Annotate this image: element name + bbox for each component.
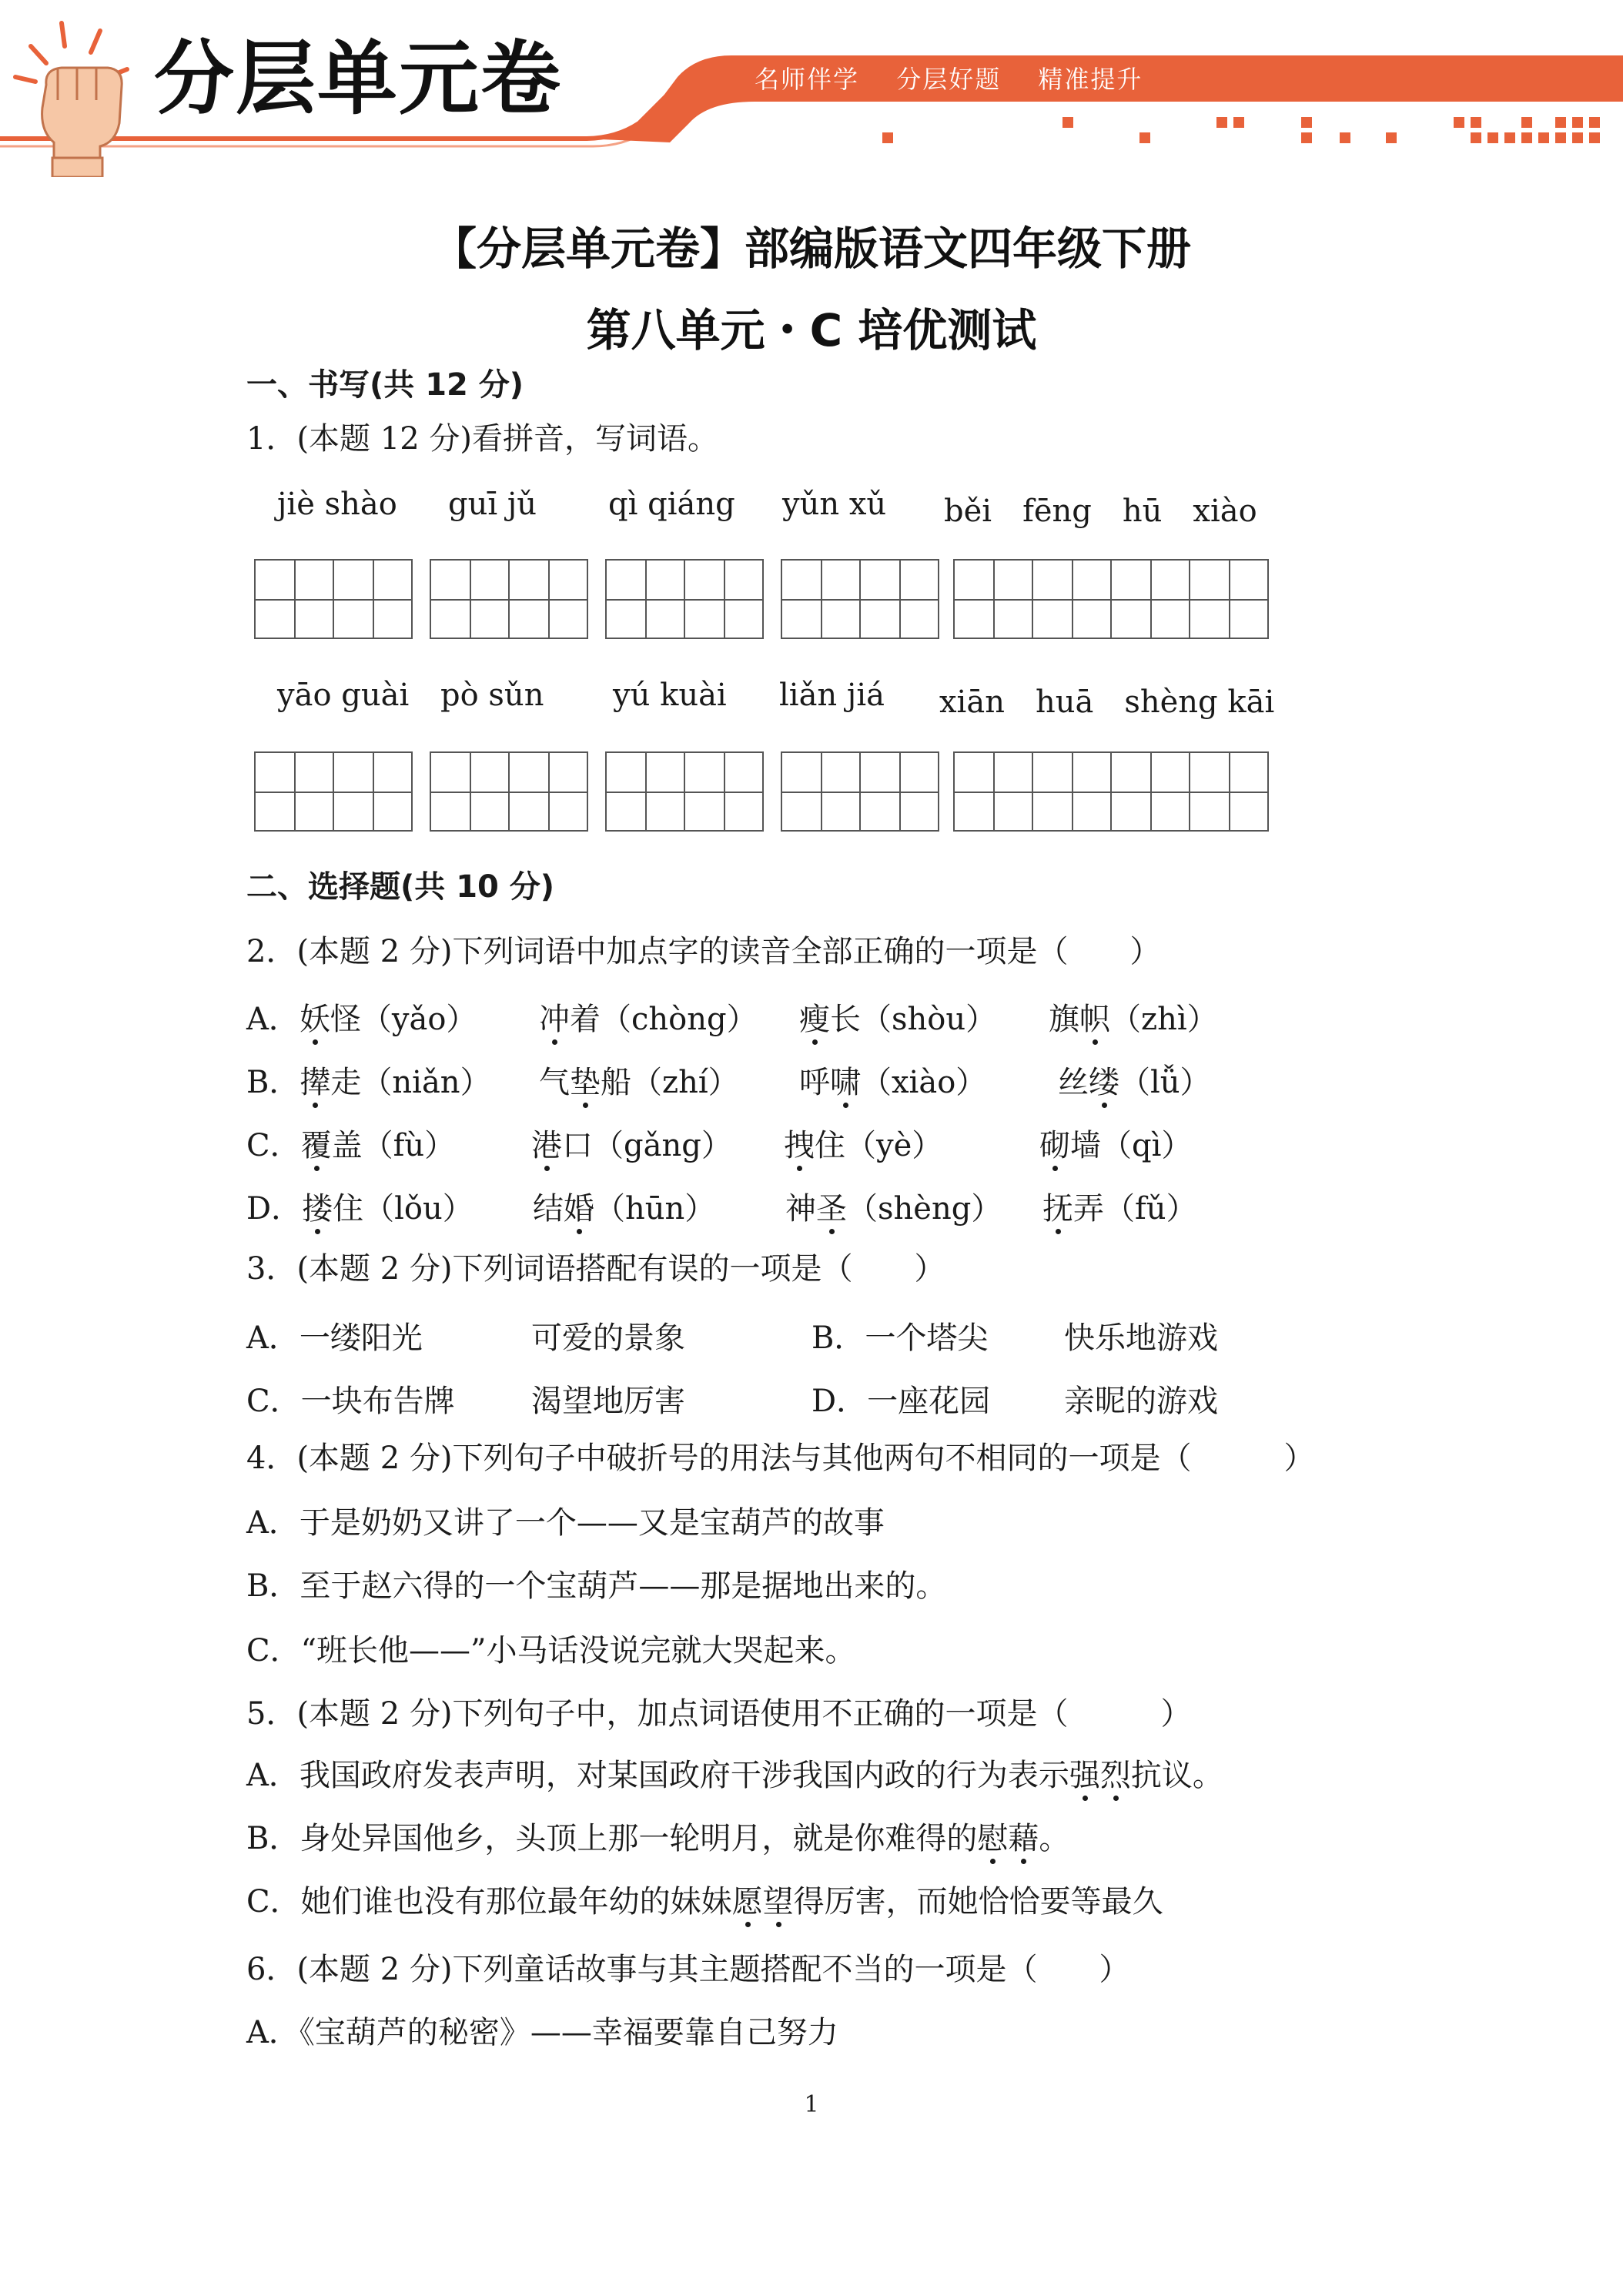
writing-grid-8[interactable] [605, 751, 764, 832]
q5-option-c[interactable]: C．她们谁也没有那位最年幼的妹妹愿望得厉害，而她恰恰要等最久 [246, 1884, 1163, 1919]
slogan-2: 分层好题 [896, 65, 1002, 94]
writing-grid-6[interactable] [254, 751, 413, 832]
section2-heading: 二、选择题(共 10 分) [246, 869, 555, 905]
writing-grid-2[interactable] [430, 559, 588, 639]
writing-grid-5[interactable] [953, 559, 1269, 639]
q3-option-a-2: 可爱的景象 [531, 1320, 685, 1356]
q2-option-d[interactable]: D．搂住（lǒu） [246, 1191, 474, 1227]
q3-option-b-2: 快乐地游戏 [1064, 1320, 1218, 1356]
q2-option-d-3: 神圣（shèng） [785, 1191, 1002, 1227]
q4-option-a[interactable]: A．于是奶奶又讲了一个——又是宝葫芦的故事 [246, 1505, 885, 1541]
q4-option-c[interactable]: C．“班长他——”小马话没说完就大哭起来。 [246, 1633, 856, 1668]
q2-option-b-3: 呼啸（xiào） [799, 1065, 987, 1100]
q3-stem: 3．(本题 2 分)下列词语搭配有误的一项是（ ） [246, 1251, 945, 1287]
pinyin-7: pò sǔn [440, 678, 544, 713]
q2-option-b[interactable]: B．撵走（niǎn） [246, 1065, 491, 1100]
q3-option-c-2: 渴望地厉害 [531, 1384, 685, 1419]
writing-grid-9[interactable] [781, 751, 939, 832]
q2-option-d-2: 结婚（hūn） [533, 1191, 716, 1227]
page-title: 【分层单元卷】部编版语文四年级下册 [431, 223, 1191, 275]
page-number: 1 [804, 2091, 819, 2118]
pinyin-9: liǎn jiá [779, 678, 885, 713]
brand-title: 分层单元卷 [154, 32, 563, 126]
slogan-3: 精准提升 [1038, 65, 1143, 94]
pinyin-5: běi fēng hū xiào [944, 494, 1257, 529]
q2-option-c-2: 港口（gǎng） [531, 1128, 732, 1163]
writing-grid-3[interactable] [605, 559, 764, 639]
slogan-1: 名师伴学 [755, 65, 860, 94]
pinyin-4: yǔn xǔ [782, 487, 887, 522]
writing-grid-1[interactable] [254, 559, 413, 639]
pinyin-1: jiè shào [277, 487, 397, 522]
q2-option-c-3: 拽住（yè） [784, 1128, 943, 1163]
q2-stem: 2．(本题 2 分)下列词语中加点字的读音全部正确的一项是（ ） [246, 934, 1161, 969]
q2-option-d-4: 抚弄（fǔ） [1042, 1191, 1197, 1227]
section1-heading: 一、书写(共 12 分) [246, 367, 524, 403]
q2-option-c[interactable]: C．覆盖（fù） [246, 1128, 456, 1163]
q2-option-b-4: 丝缕（lǚ） [1058, 1065, 1211, 1100]
q5-option-b[interactable]: B．身处异国他乡，头顶上那一轮明月，就是你难得的慰藉。 [246, 1821, 1070, 1856]
fist-icon [0, 15, 146, 177]
q2-option-c-4: 砌墙（qì） [1039, 1128, 1193, 1163]
q2-option-a-2: 冲着（chòng） [539, 1002, 758, 1037]
q4-option-b[interactable]: B．至于赵六得的一个宝葫芦——那是据地出来的。 [246, 1568, 947, 1604]
q6-stem: 6．(本题 2 分)下列童话故事与其主题搭配不当的一项是（ ） [246, 1952, 1130, 1987]
q3-option-c[interactable]: C．一块布告牌 [246, 1384, 455, 1419]
q5-stem: 5．(本题 2 分)下列句子中，加点词语使用不正确的一项是（ ） [246, 1696, 1192, 1732]
q4-stem: 4．(本题 2 分)下列句子中破折号的用法与其他两句不相同的一项是（ ） [246, 1441, 1315, 1476]
q3-option-d-2: 亲昵的游戏 [1064, 1384, 1218, 1419]
q2-option-b-2: 气垫船（zhí） [539, 1065, 739, 1100]
q1-stem: 1．(本题 12 分)看拼音，写词语。 [246, 421, 718, 457]
header-slogans [755, 60, 1601, 95]
writing-grid-10[interactable] [953, 751, 1269, 832]
q3-option-b[interactable]: B．一个塔尖 [812, 1320, 989, 1356]
pinyin-3: qì qiáng [608, 487, 735, 522]
q6-option-a[interactable]: A．《宝葫芦的秘密》——幸福要靠自己努力 [246, 2015, 838, 2050]
pinyin-2: guī jǔ [448, 487, 537, 522]
pinyin-8: yú kuài [613, 678, 727, 713]
page-header [0, 0, 1623, 177]
page-subtitle: 第八单元・C 培优测试 [586, 304, 1037, 356]
q2-option-a[interactable]: A．妖怪（yǎo） [246, 1002, 477, 1037]
q3-option-d[interactable]: D．一座花园 [812, 1384, 991, 1419]
q3-option-a[interactable]: A．一缕阳光 [246, 1320, 423, 1356]
writing-grid-4[interactable] [781, 559, 939, 639]
q5-option-a[interactable]: A．我国政府发表声明，对某国政府干涉我国内政的行为表示强烈抗议。 [246, 1758, 1223, 1793]
pinyin-6: yāo guài [277, 678, 410, 713]
q2-option-a-3: 瘦长（shòu） [799, 1002, 997, 1037]
q2-option-a-4: 旗帜（zhì） [1049, 1002, 1218, 1037]
pinyin-10: xiān huā shèng kāi [939, 684, 1275, 720]
writing-grid-7[interactable] [430, 751, 588, 832]
